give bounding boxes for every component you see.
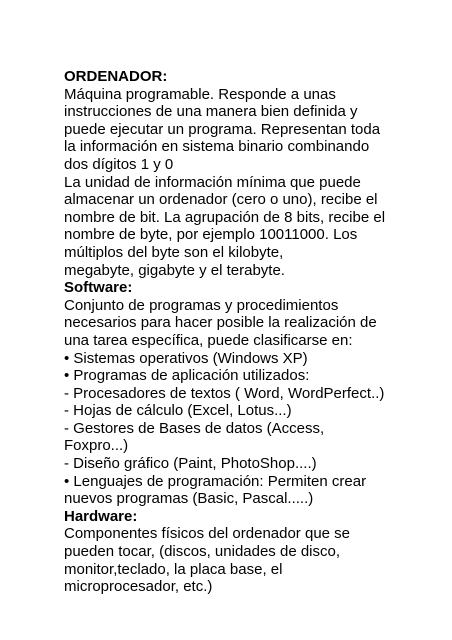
section-heading: Software: xyxy=(64,279,133,297)
section-heading: ORDENADOR: xyxy=(64,68,168,85)
section-heading: Hardware: xyxy=(64,507,138,525)
text-line: • Sistemas operativos (Windows XP) xyxy=(64,349,308,367)
text-line: - Diseño gráfico (Paint, PhotoShop....) xyxy=(64,455,317,473)
text-line: nuevos programas (Basic, Pascal.....) xyxy=(64,490,314,508)
text-line: dos dígitos 1 y 0 xyxy=(64,155,174,173)
text-line: nombre de bit. La agrupación de 8 bits, recibe el xyxy=(64,208,386,226)
text-line: - Gestores de Bases de datos (Access, xyxy=(64,419,325,437)
document-body xyxy=(64,68,444,596)
text-line: monitor,teclado, la placa base, el xyxy=(64,560,283,578)
text-line: Componentes físicos del ordenador que se xyxy=(64,525,351,543)
text-line: necesarios para hacer posible la realización de xyxy=(64,314,377,332)
text-line: instrucciones de una manera bien definida y xyxy=(64,103,358,121)
text-line: múltiplos del byte son el kilobyte, xyxy=(64,243,284,261)
text-line: - Hojas de cálculo (Excel, Lotus...) xyxy=(64,402,292,420)
text-line: la información en sistema binario combinando xyxy=(64,138,370,156)
text-line: una tarea específica, puede clasificarse en: xyxy=(64,331,353,349)
text-line: Máquina programable. Responde a unas xyxy=(64,85,336,103)
text-line: Foxpro...) xyxy=(64,437,129,455)
text-line: La unidad de información mínima que puede xyxy=(64,173,361,191)
text-line: - Procesadores de textos ( Word, WordPerfect..) xyxy=(64,384,385,402)
text-line: • Programas de aplicación utilizados: xyxy=(64,367,310,385)
text-line: almacenar un ordenador (cero o uno), recibe el xyxy=(64,191,378,209)
text-line: puede ejecutar un programa. Representan toda xyxy=(64,120,381,138)
text-line: megabyte, gigabyte y el terabyte. xyxy=(64,261,285,279)
text-line: Conjunto de programas y procedimientos xyxy=(64,296,339,314)
text-line: pueden tocar, (discos, unidades de disco, xyxy=(64,543,341,561)
text-line: nombre de byte, por ejemplo 10011000. Los xyxy=(64,226,358,244)
text-line: microprocesador, etc.) xyxy=(64,578,213,596)
text-line: • Lenguajes de programación: Permiten crear xyxy=(64,472,367,490)
